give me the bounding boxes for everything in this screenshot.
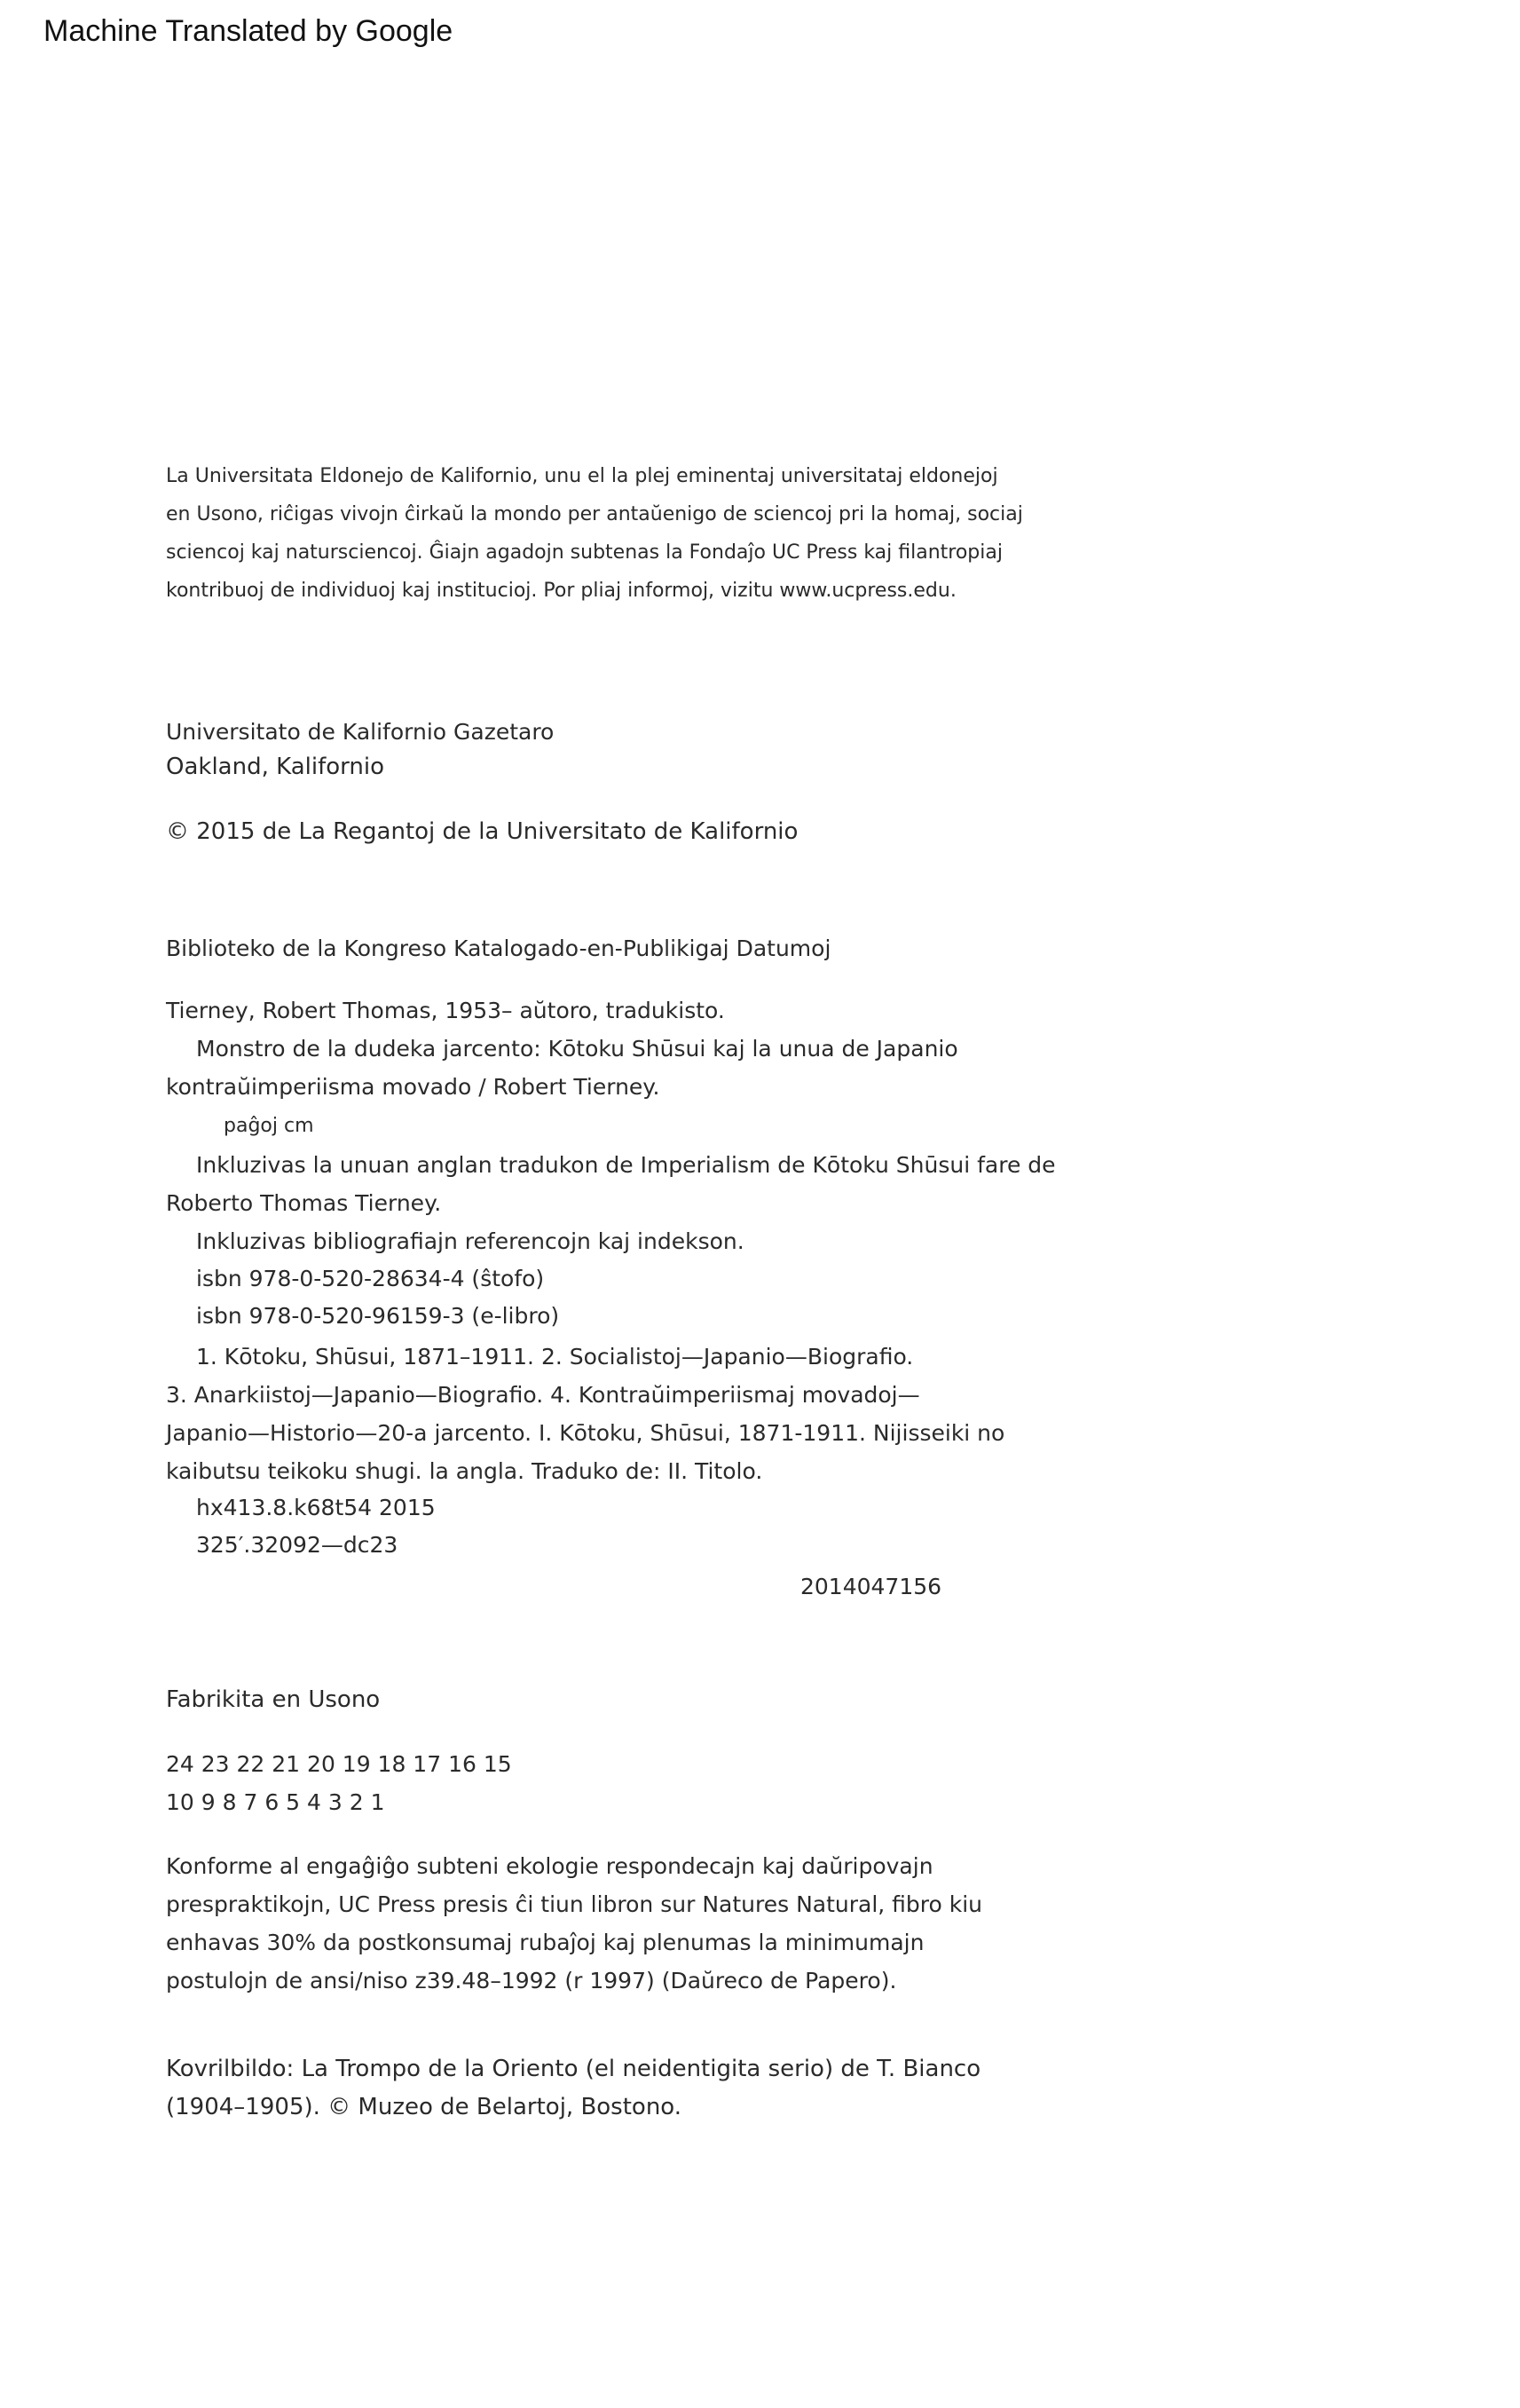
cip-subjects: kaibutsu teikoku shugi. la angla. Traduko de: II. Titolo. <box>166 1458 763 1484</box>
press-blurb-line: sciencoj kaj natursciencoj. Ĝiajn agadojn subtenas la Fondaĵo UC Press kaj filantropiaj <box>166 541 1003 564</box>
copyright-notice: © 2015 de La Regantoj de la Universitato de Kalifornio <box>166 818 799 845</box>
paper-note-line: prespraktikojn, UC Press presis ĉi tiun libron sur Natures Natural, fibro kiu <box>166 1891 983 1917</box>
paper-note-line: Konforme al engaĝiĝo subteni ekologie respondecajn kaj daŭripovajn <box>166 1853 933 1879</box>
cip-heading: Biblioteko de la Kongreso Katalogado-en-Publikigaj Datumoj <box>166 936 831 961</box>
cip-lc-class: hx413.8.k68t54 2015 <box>196 1495 436 1520</box>
cip-lccn: 2014047156 <box>800 1574 942 1599</box>
cip-subjects: Japanio—Historio—20-a jarcento. I. Kōtoku, Shūsui, 1871-1911. Nijisseiki no <box>166 1420 1005 1446</box>
cip-note: Inkluzivas bibliografiajn referencojn kaj indekson. <box>196 1228 744 1254</box>
cover-credit-line: (1904–1905). © Muzeo de Belartoj, Bostono. <box>166 2094 682 2120</box>
press-blurb-line: kontribuoj de individuoj kaj institucioj. Por pliaj informoj, vizitu www.ucpress.edu. <box>166 580 957 602</box>
machine-translation-banner: Machine Translated by Google <box>43 14 453 48</box>
cip-subjects: 3. Anarkiistoj—Japanio—Biografio. 4. Kontraŭimperiismaj movadoj— <box>166 1382 920 1408</box>
paper-note-line: enhavas 30% da postkonsumaj rubaĵoj kaj plenumas la minimumajn <box>166 1930 925 1955</box>
publisher-name: Universitato de Kalifornio Gazetaro <box>166 719 555 745</box>
made-in-statement: Fabrikita en Usono <box>166 1686 381 1713</box>
cip-dewey: 325′.32092—dc23 <box>196 1532 398 1558</box>
cip-isbn: isbn 978-0-520-28634-4 (ŝtofo) <box>196 1266 545 1291</box>
paper-note-line: postulojn de ansi/niso z39.48–1992 (r 1997) (Daŭreco de Papero). <box>166 1968 897 1994</box>
cip-pages: paĝoj cm <box>224 1115 314 1137</box>
cip-title: Monstro de la dudeka jarcento: Kōtoku Shūsui kaj la unua de Japanio <box>196 1036 958 1062</box>
cip-note: Inkluzivas la unuan anglan tradukon de Imperialism de Kōtoku Shūsui fare de <box>196 1152 1056 1178</box>
printing-numbers: 10 9 8 7 6 5 4 3 2 1 <box>166 1789 385 1815</box>
printing-years: 24 23 22 21 20 19 18 17 16 15 <box>166 1751 512 1777</box>
cip-note: Roberto Thomas Tierney. <box>166 1190 442 1216</box>
cip-author: Tierney, Robert Thomas, 1953– aŭtoro, tradukisto. <box>166 998 725 1023</box>
cip-title: kontraŭimperiisma movado / Robert Tierney. <box>166 1074 660 1100</box>
cip-isbn: isbn 978-0-520-96159-3 (e-libro) <box>196 1303 560 1329</box>
press-blurb-line: La Universitata Eldonejo de Kalifornio, unu el la plej eminentaj universitataj eldonejoj <box>166 465 998 487</box>
cover-credit-line: Kovrilbildo: La Trompo de la Oriento (el neidentigita serio) de T. Bianco <box>166 2056 981 2082</box>
publisher-location: Oakland, Kalifornio <box>166 754 384 780</box>
press-blurb-line: en Usono, riĉigas vivojn ĉirkaŭ la mondo per antaŭenigo de sciencoj pri la homaj, sociaj <box>166 503 1023 525</box>
cip-subjects: 1. Kōtoku, Shūsui, 1871–1911. 2. Socialistoj—Japanio—Biografio. <box>196 1344 914 1370</box>
